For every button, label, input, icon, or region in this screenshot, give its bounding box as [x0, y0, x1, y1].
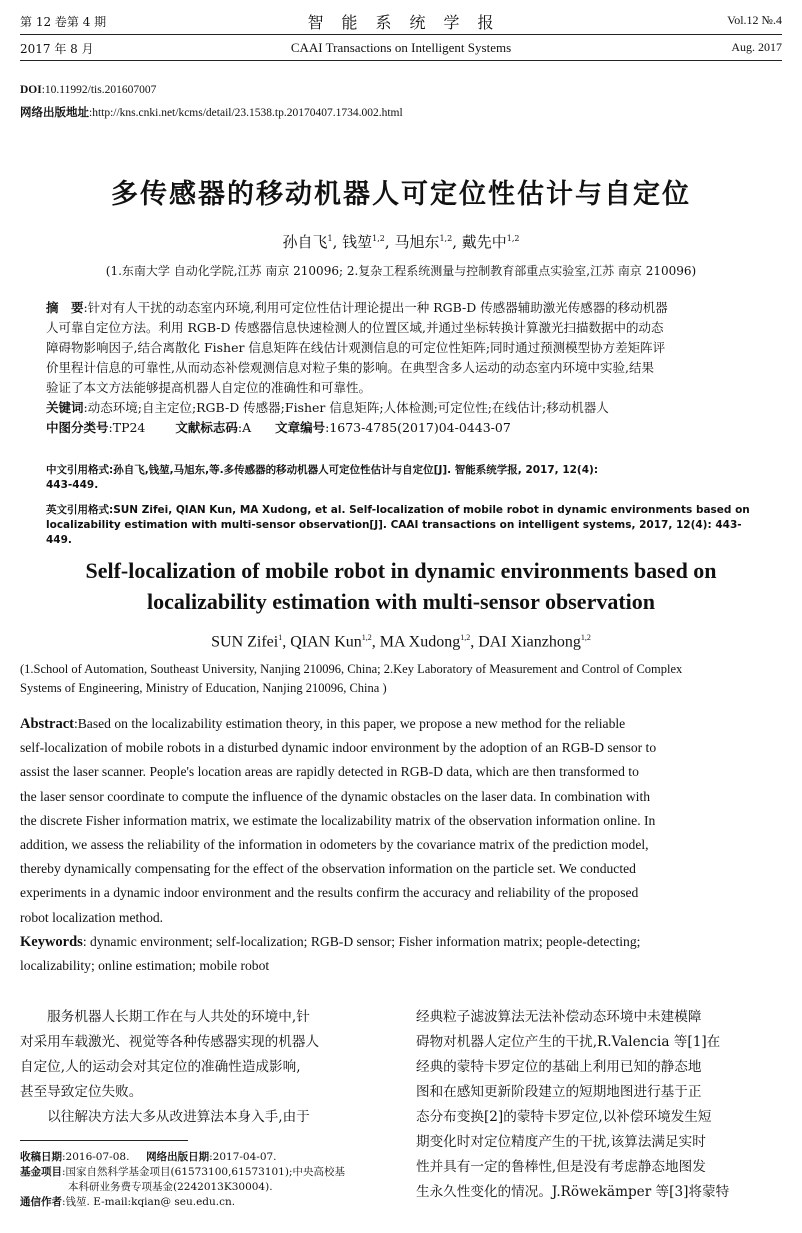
keywords-cn: 关键词:动态环境;自主定位;RGB-D 传感器;Fisher 信息矩阵;人体检测;可定位性;在线估计;移动机器人	[46, 400, 609, 415]
author-en-2: QIAN Kun	[290, 633, 362, 651]
author-cn-1: 孙自飞	[282, 233, 328, 251]
author-cn-2: 钱堃	[342, 233, 373, 251]
citation-cn: 中文引用格式:孙自飞,钱堃,马旭东,等.多传感器的移动机器人可定位性估计与自定位[J]. 智能系统学报, 2017, 12(4): 443-449.	[46, 464, 599, 491]
abstract-cn-label: 摘 要	[46, 300, 84, 315]
affiliation-cn: (1.东南大学 自动化学院,江苏 南京 210096; 2.复杂工程系统测量与控制教育部重点实验室,江苏 南京 210096)	[105, 264, 697, 278]
author-cn-4: 戴先中	[461, 233, 507, 251]
abstract-en-label: Abstract	[20, 716, 74, 732]
header-date-cn: 2017 年 8 月	[20, 42, 94, 56]
header-journal-en: CAAI Transactions on Intelligent Systems	[290, 40, 512, 55]
url-line	[20, 104, 403, 120]
author-en-4: DAI Xianzhong	[478, 633, 581, 651]
title-en: Self-localization of mobile robot in dynamic environments based on localizability estimation with multi-sensor observation	[85, 558, 717, 614]
footnote-rule	[20, 1140, 188, 1141]
url-value: :http://kns.cnki.net/kcms/detail/23.1538.tp.20170407.1734.002.html	[89, 107, 403, 119]
title-cn: 多传感器的移动机器人可定位性估计与自定位	[111, 179, 691, 210]
affiliation-en: (1.School of Automation, Southeast University, Nanjing 210096, China; 2.Key Laboratory of Measurement and Control of Complex Systems of Engineering, Ministry of Education, Nanjing 210096, China )	[20, 662, 683, 695]
doi-line	[20, 84, 156, 96]
header-rule-top	[20, 34, 782, 35]
abstract-en: Abstract:Based on the localizability estimation theory, in this paper, we propose a new method for the reliable self-localization of mobile robots in a disturbed dynamic indoor environment by the adoption of an RGB-D sensor to assist the laser scanner. People's location areas are rapidly detected in RGB-D data, which are then transformed to the laser sensor coordinate to compute the influence of the dynamic obstacles on the laser data. In combination with the discrete Fisher information matrix, we estimate the localizability matrix of the observation information online. In addition, we assess the reliability of the information in odometers by the covariance matrix of the prediction model, thereby dynamically compensating for the effect of the observation information on the particle set. We conducted experiments in a dynamic indoor environment and the results confirm the accuracy and reliability of the proposed robot localization method. Keywords: dynamic environment; self-localization; RGB-D sensor; Fisher information matrix; people-detecting; localizability; online estimation; mobile robot	[20, 712, 782, 978]
header-date-en: Aug. 2017	[731, 40, 782, 54]
doi-label: DOI	[20, 84, 42, 96]
author-en-1: SUN Zifei	[211, 633, 279, 651]
citation-en: 英文引用格式:SUN Zifei, QIAN Kun, MA Xudong, et al. Self-localization of mobile robot in dynamic environments based on localizability estimation with multi-sensor observation[J]. CAAI transactions on intelligent systems, 2017, 12(4): 443-449.	[46, 504, 750, 546]
authors-cn: 孙自飞$^1$, 钱堃$^{1,2}$, 马旭东$^{1,2}$, 戴先中$^{1,2}$	[282, 233, 520, 251]
header-journal-cn: 智 能 系 统 学 报	[307, 13, 495, 32]
body-column-left: 服务机器人长期工作在与人共处的环境中,针 对采用车载激光、视觉等各种传感器实现的机器人 自定位,人的运动会对其定位的准确性造成影响, 甚至导致定位失败。 以往解决方法大多从改进算法本身入手,由于	[20, 1009, 320, 1125]
doi-value: :10.11992/tis.201607007	[41, 84, 157, 96]
url-label: 网络出版地址	[20, 105, 89, 119]
header-rule-bottom	[20, 60, 782, 61]
classification-cn: 中图分类号:TP24 文献标志码:A 文章编号:1673-4785(2017)04-0443-07	[46, 420, 511, 435]
keywords-en: Keywords: dynamic environment; self-localization; RGB-D sensor; Fisher information matrix; people-detecting;	[20, 933, 641, 950]
authors-en: SUN Zifei$^1$, QIAN Kun$^{1,2}$, MA Xudong$^{1,2}$, DAI Xianzhong$^{1,2}$	[211, 633, 591, 651]
header-volume-cn: 第 12 卷第 4 期	[20, 15, 107, 29]
abstract-cn: 摘 要:针对有人干扰的动态室内环境,利用可定位性估计理论提出一种 RGB-D 传感器辅助激光传感器的移动机器 人可靠自定位方法。利用 RGB-D 传感器信息快速检测人的位置区域,并通过坐标转换计算激光扫描数据中的动态 障碍物影响因子,结合离散化 Fisher 信息矩阵在线估计观测信息的可定位性矩阵;同时通过预测模型协方差矩阵评 价里程计信息的可靠性,从而动态补偿观测信息对粒子集的影响。在典型含多人运动的动态室内环境中实验,结果 验证了本文方法能够提高机器人自定位的准确性和可靠性。 关键词:动态环境;自主定位;RGB-D 传感器;Fisher 信息矩阵;人体检测;可定位性;在线估计;移动机器人 中图分类号:TP24 文献标志码:A 文章编号:1673-4785(2017)04-0443-07	[46, 298, 766, 438]
author-cn-3: 马旭东	[394, 233, 440, 251]
footnotes: 收稿日期:2016-07-08. 网络出版日期:2017-04-07. 基金项目:国家自然科学基金项目(61573100,61573101);中央高校基 本科研业务费专项基金(2242013K30004). 通信作者:钱堃. E-mail:kqian@ seu.edu.cn.	[20, 1151, 345, 1208]
header-volume-en: Vol.12 №.4	[727, 13, 782, 27]
body-column-right: 经典粒子滤波算法无法补偿动态环境中未建模障 碍物对机器人定位产生的干扰,R.Valencia 等[1]在 经典的蒙特卡罗定位的基础上利用已知的静态地 图和在感知更新阶段建立的短期地图进行基于正 态分布变换[2]的蒙特卡罗定位,以补偿环境发生短 期变化时对定位精度产生的干扰,该算法满足实时 性并具有一定的鲁棒性,但是没有考虑静态地图发 生永久性变化的情况。J.Röwekämper 等[3]将蒙特	[416, 1009, 730, 1200]
author-en-3: MA Xudong	[379, 633, 461, 651]
